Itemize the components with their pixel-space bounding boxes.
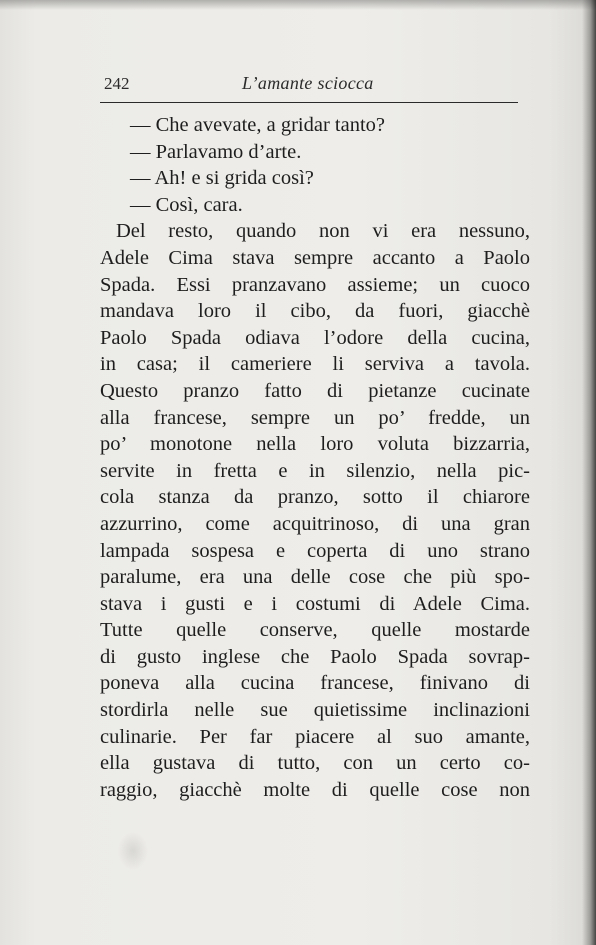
text-line: azzurrino, come acquitrinoso, di una gran [100, 512, 530, 535]
text-line: Adele Cima stava sempre accanto a Paolo [100, 246, 530, 269]
text-line: — Ah! e si grida così? [130, 167, 314, 190]
text-line: Tutte quelle conserve, quelle mostarde [100, 619, 530, 642]
text-line: paralume, era una delle cose che più spo- [100, 566, 530, 589]
text-line: raggio, giacchè molte di quelle cose non [100, 778, 530, 801]
text-line: po’ monotone nella loro voluta bizzarria, [100, 433, 530, 456]
page-top-shadow [0, 0, 596, 10]
text-line: culinarie. Per far piacere al suo amante, [100, 725, 530, 748]
text-line: lampada sospesa e coperta di uno strano [100, 539, 530, 562]
text-line: di gusto inglese che Paolo Spada sovrap- [100, 645, 530, 668]
ink-smudge [118, 832, 148, 870]
text-line: stava i gusti e i costumi di Adele Cima. [100, 592, 530, 615]
text-line: Del resto, quando non vi era nessuno, [116, 220, 530, 243]
text-line: Questo pranzo fatto di pietanze cucinate [100, 379, 530, 402]
text-line: in casa; il cameriere li serviva a tavola. [100, 353, 530, 376]
text-line: mandava loro il cibo, da fuori, giacchè [100, 300, 530, 323]
text-line: servite in fretta e in silenzio, nella pic- [100, 459, 530, 482]
text-line: Paolo Spada odiava l’odore della cucina, [100, 326, 530, 349]
text-line: Spada. Essi pranzavano assieme; un cuoco [100, 273, 530, 296]
text-line: stordirla nelle sue quietissime inclinazioni [100, 699, 530, 722]
text-line: — Così, cara. [130, 193, 243, 216]
body-text [100, 112, 530, 803]
page-header [100, 72, 518, 103]
text-line: cola stanza da pranzo, sotto il chiarore [100, 486, 530, 509]
text-line: — Che avevate, a gridar tanto? [130, 114, 385, 136]
text-line: ella gustava di tutto, con un certo co- [100, 752, 530, 775]
text-line: — Parlavamo d’arte. [130, 140, 302, 163]
text-line: alla francese, sempre un po’ fredde, un [100, 406, 530, 429]
text-line: poneva alla cucina francese, finivano di [100, 672, 530, 695]
page-number: 242 [104, 74, 130, 93]
page-gutter-shadow [582, 0, 596, 945]
running-title: L’amante sciocca [242, 73, 374, 93]
